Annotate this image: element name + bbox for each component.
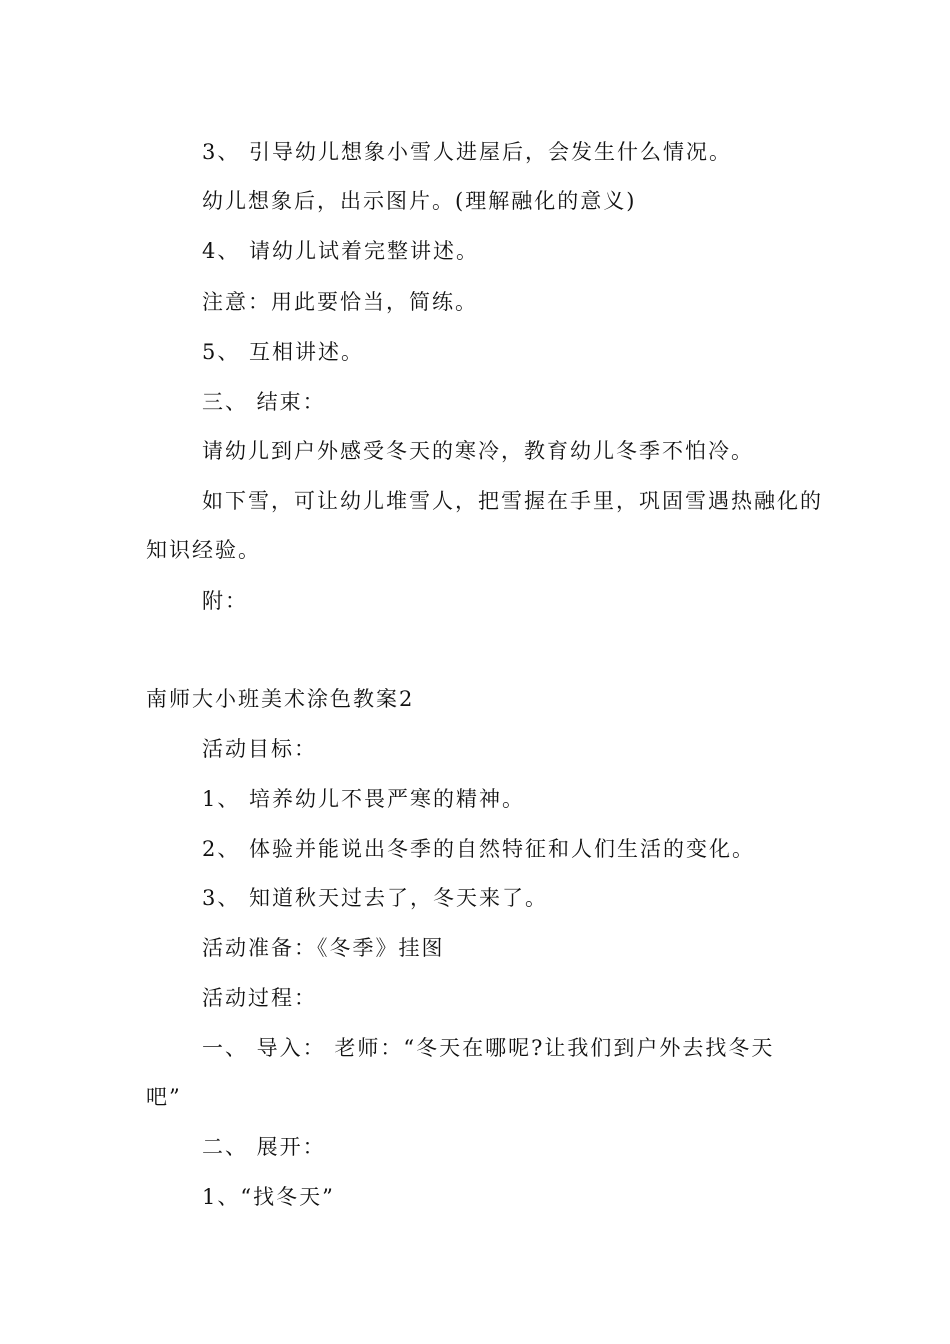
- lesson-plan-2-title: 南师大小班美术涂色教案2: [146, 687, 415, 711]
- intro-line-1: 一、 导入： 老师：“冬天在哪呢?让我们到户外去找冬天: [202, 1036, 775, 1060]
- activity-preparation: 活动准备：《冬季》挂图: [202, 936, 445, 960]
- ending-paragraph-2-line-2: 知识经验。: [146, 538, 261, 562]
- intro-line-2: 吧”: [146, 1085, 182, 1109]
- appendix-label: 附：: [202, 589, 248, 613]
- note-text: 注意：用此要恰当，简练。: [202, 290, 478, 314]
- step-4-retell: 4、 请幼儿试着完整讲述。: [202, 239, 480, 263]
- section-3-end-heading: 三、 结束：: [202, 390, 326, 414]
- step-5-retell: 5、 互相讲述。: [202, 340, 365, 364]
- section-2-expand-heading: 二、 展开：: [202, 1135, 326, 1159]
- activity-goals-heading: 活动目标：: [202, 737, 317, 761]
- find-winter-item: 1、“找冬天”: [202, 1185, 335, 1209]
- show-picture-text: 幼儿想象后，出示图片。(理解融化的意义): [202, 189, 637, 213]
- goal-2: 2、 体验并能说出冬季的自然特征和人们生活的变化。: [202, 837, 756, 861]
- goal-3: 3、 知道秋天过去了，冬天来了。: [202, 886, 549, 910]
- goal-1: 1、 培养幼儿不畏严寒的精神。: [202, 787, 526, 811]
- activity-process-heading: 活动过程：: [202, 986, 317, 1010]
- step-3-imagine: 3、 引导幼儿想象小雪人进屋后，会发生什么情况。: [202, 140, 733, 164]
- ending-paragraph-2-line-1: 如下雪，可让幼儿堆雪人，把雪握在手里，巩固雪遇热融化的: [202, 489, 823, 513]
- ending-paragraph-1: 请幼儿到户外感受冬天的寒冷，教育幼儿冬季不怕冷。: [202, 439, 754, 463]
